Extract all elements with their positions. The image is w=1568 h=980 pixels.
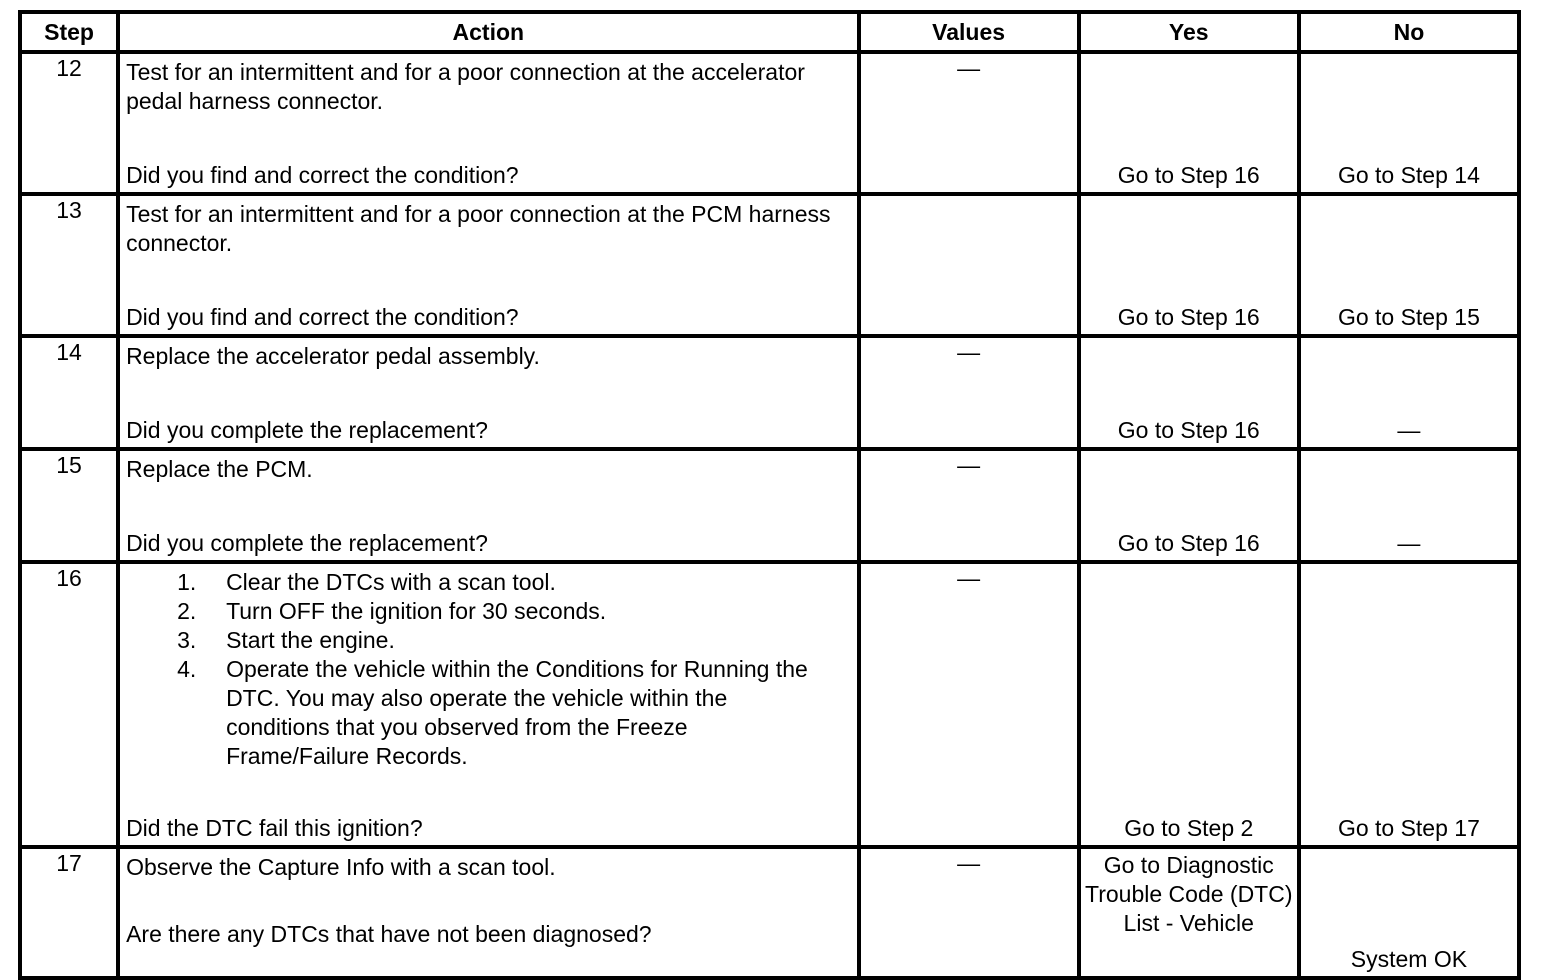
yes-link-text: Go to Step 16 (1117, 162, 1260, 188)
step-number: 12 (20, 52, 118, 194)
action-cell (118, 449, 858, 562)
header-yes: Yes (1079, 12, 1299, 52)
substep-number: 3. (177, 627, 197, 653)
action-cell (118, 194, 858, 336)
header-row (20, 12, 1519, 52)
no-cell (1299, 562, 1519, 847)
table-row-step-14 (20, 336, 1519, 449)
step-number: 17 (20, 847, 118, 978)
yes-link-text: Go to Diagnostic Trouble Code (DTC) List - Vehicle (1085, 852, 1293, 936)
step-number: 14 (20, 336, 118, 449)
action-text: Replace the PCM. (126, 456, 313, 482)
no-link-text: System OK (1350, 946, 1468, 972)
header-action: Action (118, 12, 858, 52)
substep-number: 1. (177, 569, 197, 595)
step-number: 16 (20, 562, 118, 847)
values-cell (859, 194, 1079, 336)
substep-text: Clear the DTCs with a scan tool. (226, 569, 556, 595)
no-cell (1299, 336, 1519, 449)
yes-cell (1079, 847, 1299, 978)
substep-text: Start the engine. (226, 627, 395, 653)
action-cell (118, 847, 858, 978)
yes-link-text: Go to Step 2 (1124, 815, 1254, 841)
table-row-step-13 (20, 194, 1519, 336)
values-cell: — (859, 449, 1079, 562)
yes-cell (1079, 449, 1299, 562)
no-dash: — (1397, 417, 1421, 443)
action-question: Did you find and correct the condition? (126, 162, 519, 188)
action-text: Test for an intermittent and for a poor connection at the accelerator pedal harness connector. (126, 59, 805, 114)
action-cell (118, 562, 858, 847)
no-cell (1299, 449, 1519, 562)
yes-link-text: Go to Step 16 (1117, 304, 1260, 330)
action-cell (118, 52, 858, 194)
values-cell: — (859, 562, 1079, 847)
header-step: Step (20, 12, 118, 52)
action-question: Did you find and correct the condition? (126, 304, 519, 330)
no-dash: — (1397, 530, 1421, 556)
action-question: Did you complete the replacement? (126, 417, 488, 443)
values-cell: — (859, 336, 1079, 449)
table-row-step-16 (20, 562, 1519, 847)
table-row-step-12 (20, 52, 1519, 194)
no-cell (1299, 194, 1519, 336)
header-no: No (1299, 12, 1519, 52)
list-item (126, 568, 850, 597)
action-text: Test for an intermittent and for a poor connection at the PCM harness connector. (126, 201, 831, 256)
no-link-text: Go to Step 15 (1337, 304, 1480, 330)
list-item (126, 597, 850, 626)
header-values: Values (859, 12, 1079, 52)
no-link-text: Go to Step 14 (1337, 162, 1480, 188)
substep-text: Turn OFF the ignition for 30 seconds. (226, 598, 607, 624)
substep-number: 2. (177, 598, 197, 624)
substep-list (126, 568, 850, 771)
substep-number: 4. (177, 656, 197, 682)
values-cell: — (859, 847, 1079, 978)
action-question: Are there any DTCs that have not been diagnosed? (126, 921, 652, 947)
yes-link-text: Go to Step 16 (1117, 530, 1260, 556)
yes-cell (1079, 194, 1299, 336)
action-question: Did the DTC fail this ignition? (126, 815, 423, 841)
values-cell: — (859, 52, 1079, 194)
no-cell (1299, 847, 1519, 978)
yes-cell (1079, 52, 1299, 194)
no-cell (1299, 52, 1519, 194)
yes-cell (1079, 562, 1299, 847)
table-row-step-15 (20, 449, 1519, 562)
yes-link-text: Go to Step 16 (1117, 417, 1260, 443)
action-text: Observe the Capture Info with a scan tool. (126, 854, 556, 880)
substep-text: Operate the vehicle within the Conditions for Running the DTC. You may also operate the vehicle within the conditions that you observed from the Freeze Frame/Failure Records. (226, 656, 808, 769)
step-number: 13 (20, 194, 118, 336)
action-text: Replace the accelerator pedal assembly. (126, 343, 540, 369)
action-question: Did you complete the replacement? (126, 530, 488, 556)
list-item (126, 655, 850, 771)
list-item (126, 626, 850, 655)
step-number: 15 (20, 449, 118, 562)
no-link-text: Go to Step 17 (1337, 815, 1480, 841)
table-row-step-17 (20, 847, 1519, 978)
action-cell (118, 336, 858, 449)
diagnostic-table (18, 10, 1521, 980)
yes-cell (1079, 336, 1299, 449)
